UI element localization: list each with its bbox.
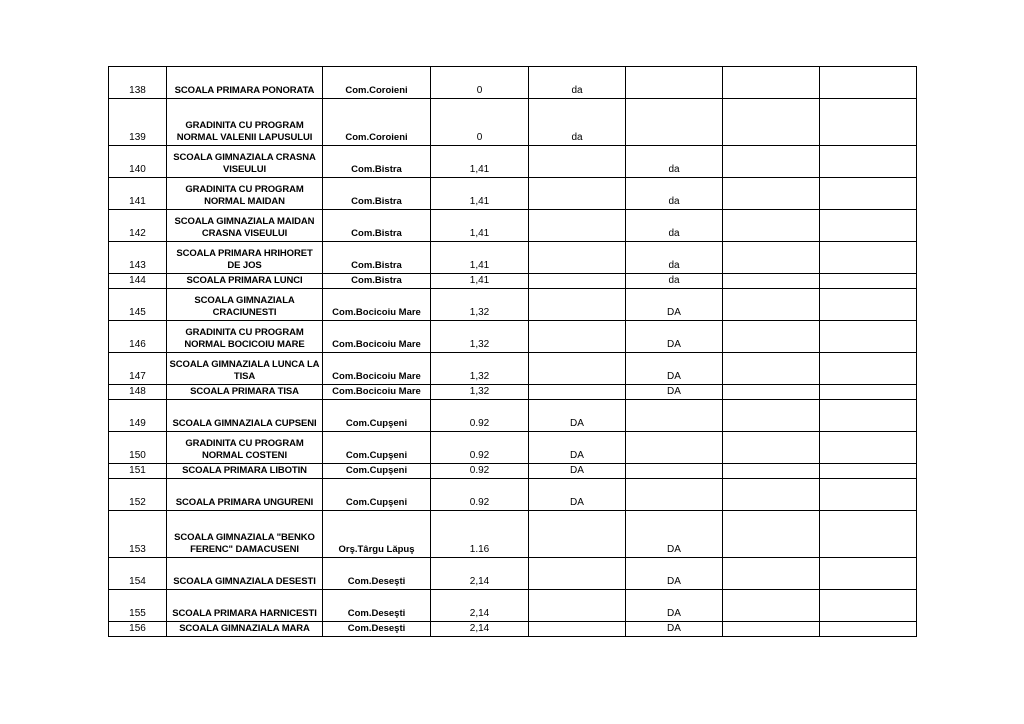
- school-name-cell: SCOALA GIMNAZIALA MARA: [167, 622, 323, 637]
- column-5-cell: DA: [529, 400, 626, 432]
- column-5-cell: [529, 274, 626, 289]
- table-row: [109, 67, 917, 99]
- school-name-cell: SCOALA PRIMARA LUNCI: [167, 274, 323, 289]
- column-6-cell: [626, 67, 723, 99]
- column-8-cell: [820, 511, 917, 558]
- locality-cell: Com.Deseşti: [323, 590, 431, 622]
- value-cell: 1.16: [431, 511, 529, 558]
- table-row: [109, 385, 917, 400]
- column-7-cell: [723, 289, 820, 321]
- value-cell: 0: [431, 99, 529, 146]
- table-row: [109, 511, 917, 558]
- column-5-cell: [529, 558, 626, 590]
- school-name-cell: SCOALA PRIMARA TISA: [167, 385, 323, 400]
- table-row: [109, 321, 917, 353]
- column-7-cell: [723, 385, 820, 400]
- row-number-cell: 145: [109, 289, 167, 321]
- column-8-cell: [820, 146, 917, 178]
- row-number-cell: 139: [109, 99, 167, 146]
- locality-cell: Com.Deseşti: [323, 558, 431, 590]
- column-7-cell: [723, 590, 820, 622]
- school-name-cell: GRADINITA CU PROGRAM NORMAL MAIDAN: [167, 178, 323, 210]
- row-number-cell: 147: [109, 353, 167, 385]
- column-6-cell: [626, 479, 723, 511]
- value-cell: 0: [431, 67, 529, 99]
- column-8-cell: [820, 400, 917, 432]
- locality-cell: Orş.Târgu Lăpuş: [323, 511, 431, 558]
- column-5-cell: [529, 353, 626, 385]
- table-row: [109, 242, 917, 274]
- column-8-cell: [820, 432, 917, 464]
- column-6-cell: DA: [626, 622, 723, 637]
- value-cell: 2,14: [431, 558, 529, 590]
- locality-cell: Com.Bocicoiu Mare: [323, 353, 431, 385]
- locality-cell: Com.Bistra: [323, 210, 431, 242]
- column-7-cell: [723, 511, 820, 558]
- row-number-cell: 143: [109, 242, 167, 274]
- locality-cell: Com.Cupşeni: [323, 479, 431, 511]
- value-cell: 1,32: [431, 353, 529, 385]
- column-5-cell: [529, 511, 626, 558]
- column-8-cell: [820, 178, 917, 210]
- row-number-cell: 155: [109, 590, 167, 622]
- column-7-cell: [723, 274, 820, 289]
- school-name-cell: SCOALA PRIMARA LIBOTIN: [167, 464, 323, 479]
- table-row: [109, 464, 917, 479]
- table-body: [109, 67, 917, 637]
- value-cell: 1,32: [431, 385, 529, 400]
- column-5-cell: [529, 590, 626, 622]
- column-5-cell: [529, 178, 626, 210]
- row-number-cell: 149: [109, 400, 167, 432]
- row-number-cell: 151: [109, 464, 167, 479]
- column-8-cell: [820, 590, 917, 622]
- value-cell: 0.92: [431, 464, 529, 479]
- column-5-cell: [529, 289, 626, 321]
- table-row: [109, 274, 917, 289]
- locality-cell: Com.Bistra: [323, 242, 431, 274]
- row-number-cell: 156: [109, 622, 167, 637]
- column-6-cell: DA: [626, 353, 723, 385]
- locality-cell: Com.Bocicoiu Mare: [323, 289, 431, 321]
- table-row: [109, 210, 917, 242]
- column-6-cell: DA: [626, 289, 723, 321]
- column-7-cell: [723, 432, 820, 464]
- column-8-cell: [820, 67, 917, 99]
- value-cell: 0.92: [431, 432, 529, 464]
- column-8-cell: [820, 242, 917, 274]
- locality-cell: Com.Coroieni: [323, 67, 431, 99]
- locality-cell: Com.Bistra: [323, 178, 431, 210]
- column-6-cell: da: [626, 274, 723, 289]
- table-row: [109, 590, 917, 622]
- table-row: [109, 400, 917, 432]
- column-8-cell: [820, 464, 917, 479]
- column-6-cell: da: [626, 242, 723, 274]
- column-7-cell: [723, 479, 820, 511]
- column-7-cell: [723, 178, 820, 210]
- column-6-cell: DA: [626, 558, 723, 590]
- row-number-cell: 138: [109, 67, 167, 99]
- table-row: [109, 146, 917, 178]
- column-6-cell: DA: [626, 385, 723, 400]
- value-cell: 2,14: [431, 622, 529, 637]
- value-cell: 1,41: [431, 210, 529, 242]
- row-number-cell: 152: [109, 479, 167, 511]
- column-7-cell: [723, 400, 820, 432]
- table-row: [109, 289, 917, 321]
- column-7-cell: [723, 210, 820, 242]
- locality-cell: Com.Bistra: [323, 146, 431, 178]
- column-6-cell: [626, 99, 723, 146]
- value-cell: 1,41: [431, 274, 529, 289]
- column-7-cell: [723, 558, 820, 590]
- row-number-cell: 141: [109, 178, 167, 210]
- school-name-cell: GRADINITA CU PROGRAM NORMAL COSTENI: [167, 432, 323, 464]
- column-5-cell: [529, 385, 626, 400]
- column-6-cell: [626, 400, 723, 432]
- school-name-cell: SCOALA GIMNAZIALA LUNCA LA TISA: [167, 353, 323, 385]
- column-7-cell: [723, 242, 820, 274]
- column-8-cell: [820, 274, 917, 289]
- school-name-cell: SCOALA PRIMARA HARNICESTI: [167, 590, 323, 622]
- school-name-cell: SCOALA GIMNAZIALA MAIDAN CRASNA VISEULUI: [167, 210, 323, 242]
- column-8-cell: [820, 385, 917, 400]
- column-8-cell: [820, 210, 917, 242]
- column-5-cell: da: [529, 99, 626, 146]
- locality-cell: Com.Cupşeni: [323, 432, 431, 464]
- table-row: [109, 178, 917, 210]
- locality-cell: Com.Cupşeni: [323, 400, 431, 432]
- school-name-cell: SCOALA PRIMARA PONORATA: [167, 67, 323, 99]
- value-cell: 2,14: [431, 590, 529, 622]
- column-6-cell: da: [626, 146, 723, 178]
- school-name-cell: SCOALA GIMNAZIALA CUPSENI: [167, 400, 323, 432]
- value-cell: 1,41: [431, 146, 529, 178]
- column-5-cell: DA: [529, 479, 626, 511]
- school-name-cell: GRADINITA CU PROGRAM NORMAL VALENII LAPUSULUI: [167, 99, 323, 146]
- row-number-cell: 142: [109, 210, 167, 242]
- column-7-cell: [723, 99, 820, 146]
- column-8-cell: [820, 479, 917, 511]
- column-5-cell: [529, 210, 626, 242]
- column-5-cell: DA: [529, 432, 626, 464]
- table-row: [109, 479, 917, 511]
- column-6-cell: [626, 432, 723, 464]
- school-name-cell: SCOALA GIMNAZIALA CRACIUNESTI: [167, 289, 323, 321]
- column-7-cell: [723, 321, 820, 353]
- table-row: [109, 432, 917, 464]
- school-name-cell: SCOALA GIMNAZIALA CRASNA VISEULUI: [167, 146, 323, 178]
- column-5-cell: da: [529, 67, 626, 99]
- column-6-cell: DA: [626, 511, 723, 558]
- column-5-cell: [529, 242, 626, 274]
- column-8-cell: [820, 558, 917, 590]
- column-8-cell: [820, 622, 917, 637]
- column-5-cell: [529, 321, 626, 353]
- value-cell: 1,32: [431, 289, 529, 321]
- value-cell: 0.92: [431, 479, 529, 511]
- row-number-cell: 140: [109, 146, 167, 178]
- row-number-cell: 154: [109, 558, 167, 590]
- column-7-cell: [723, 67, 820, 99]
- column-7-cell: [723, 353, 820, 385]
- column-8-cell: [820, 289, 917, 321]
- column-8-cell: [820, 321, 917, 353]
- value-cell: 1,41: [431, 178, 529, 210]
- row-number-cell: 144: [109, 274, 167, 289]
- school-name-cell: SCOALA PRIMARA UNGURENI: [167, 479, 323, 511]
- column-6-cell: [626, 464, 723, 479]
- locality-cell: Com.Bistra: [323, 274, 431, 289]
- row-number-cell: 148: [109, 385, 167, 400]
- column-7-cell: [723, 622, 820, 637]
- school-name-cell: GRADINITA CU PROGRAM NORMAL BOCICOIU MARE: [167, 321, 323, 353]
- row-number-cell: 150: [109, 432, 167, 464]
- locality-cell: Com.Coroieni: [323, 99, 431, 146]
- table-row: [109, 99, 917, 146]
- column-6-cell: DA: [626, 590, 723, 622]
- column-5-cell: [529, 622, 626, 637]
- table-row: [109, 558, 917, 590]
- row-number-cell: 153: [109, 511, 167, 558]
- column-7-cell: [723, 464, 820, 479]
- schools-table: [108, 66, 917, 637]
- column-6-cell: da: [626, 178, 723, 210]
- row-number-cell: 146: [109, 321, 167, 353]
- column-8-cell: [820, 353, 917, 385]
- column-5-cell: DA: [529, 464, 626, 479]
- column-8-cell: [820, 99, 917, 146]
- table-row: [109, 353, 917, 385]
- column-5-cell: [529, 146, 626, 178]
- value-cell: 0.92: [431, 400, 529, 432]
- column-6-cell: DA: [626, 321, 723, 353]
- school-name-cell: SCOALA GIMNAZIALA "BENKO FERENC" DAMACUSENI: [167, 511, 323, 558]
- column-6-cell: da: [626, 210, 723, 242]
- school-name-cell: SCOALA PRIMARA HRIHORET DE JOS: [167, 242, 323, 274]
- locality-cell: Com.Bocicoiu Mare: [323, 385, 431, 400]
- locality-cell: Com.Cupşeni: [323, 464, 431, 479]
- locality-cell: Com.Bocicoiu Mare: [323, 321, 431, 353]
- value-cell: 1,41: [431, 242, 529, 274]
- table-row: [109, 622, 917, 637]
- value-cell: 1,32: [431, 321, 529, 353]
- school-name-cell: SCOALA GIMNAZIALA DESESTI: [167, 558, 323, 590]
- column-7-cell: [723, 146, 820, 178]
- locality-cell: Com.Deseşti: [323, 622, 431, 637]
